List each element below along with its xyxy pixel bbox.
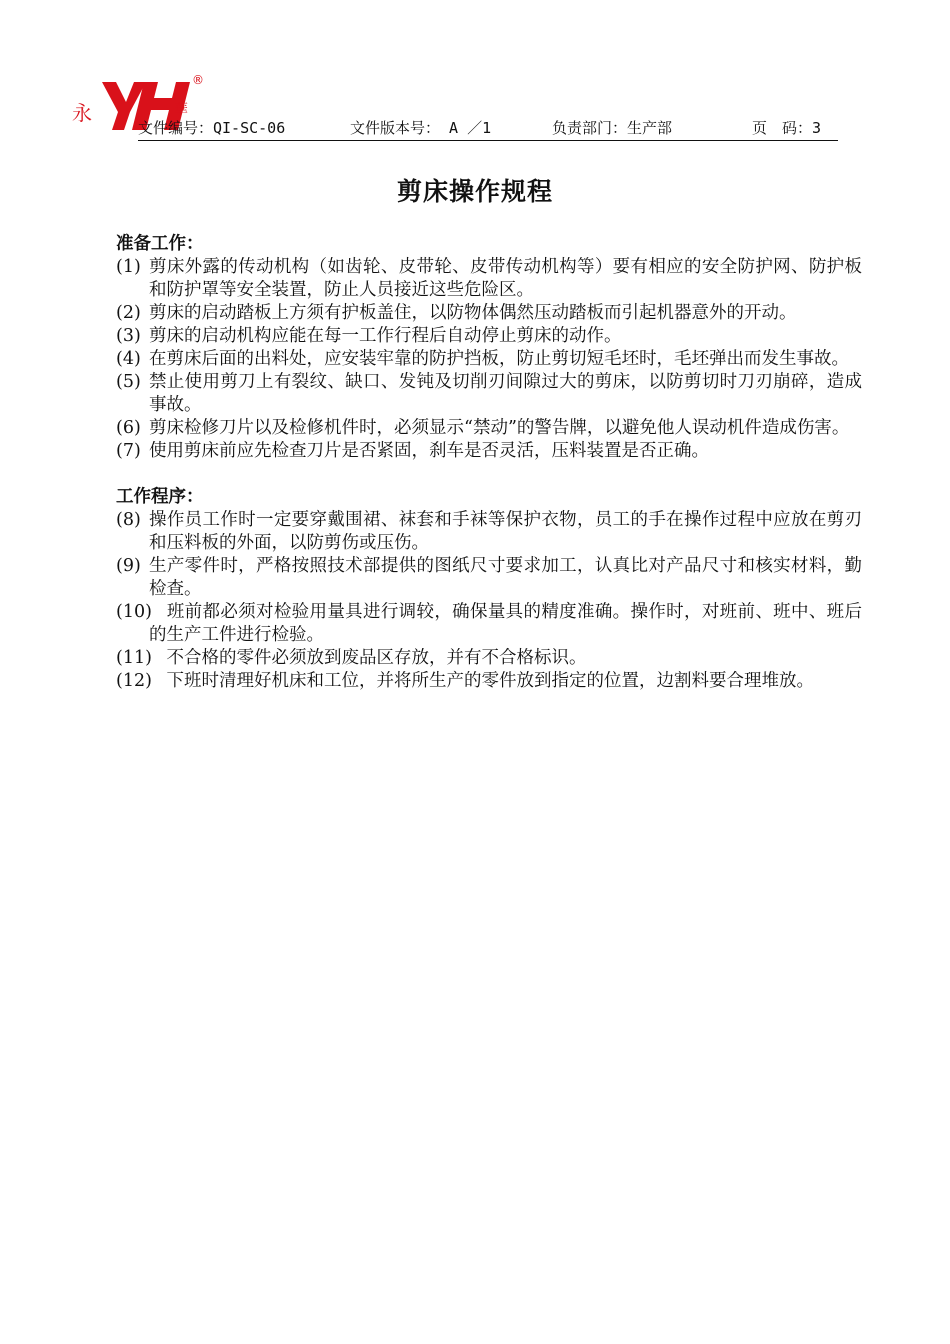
item-number: (5) [116,372,141,392]
item-text: 生产零件时，严格按照技术部提供的图纸尺寸要求加工，认真比对产品尺寸和核实材料，勤检查。 [149,556,862,599]
header-page-number: 页 码：3 [752,119,822,137]
list-item [116,509,862,555]
document-body [116,233,862,693]
list-item [116,348,862,371]
list-item [116,302,862,325]
item-number: (4) [116,349,141,369]
section-procedure [116,486,862,693]
item-number: (3) [116,326,141,346]
item-number: (11) [116,648,152,668]
logo-registered-mark: ® [192,73,204,87]
list-item [116,670,862,693]
document-title: 剪床操作规程 [396,177,553,206]
item-number: (9) [116,556,141,576]
list-item [116,325,862,348]
item-text: 使用剪床前应先检查刀片是否紧固，刹车是否灵活，压料装置是否正确。 [149,441,709,461]
header-doc-number: 文件编号：QI-SC-06 [138,119,286,137]
item-number: (6) [116,418,141,438]
item-number: (12) [116,671,152,691]
header-department: 负责部门：生产部 [552,119,673,137]
item-number: (10) [116,602,152,622]
item-text: 剪床的启动踏板上方须有护板盖住，以防物体偶然压动踏板而引起机器意外的开动。 [149,303,797,323]
section-preparation [116,233,862,463]
item-text: 剪床检修刀片以及检修机件时，必须显示“禁动”的警告牌，以避免他人误动机件造成伤害。 [149,418,850,438]
item-text: 禁止使用剪刀上有裂纹、缺口、发钝及切削刃间隙过大的剪床，以防剪切时刀刃崩碎，造成事故。 [149,372,862,415]
list-item [116,440,862,463]
item-text: 剪床的启动机构应能在每一工作行程后自动停止剪床的动作。 [149,326,622,346]
document-header [138,116,838,141]
item-text: 剪床外露的传动机构（如齿轮、皮带轮、皮带传动机构等）要有相应的安全防护网、防护板和防护罩等安全装置，防止人员接近这些危险区。 [149,257,862,300]
item-text: 操作员工作时一定要穿戴围裙、袜套和手袜等保护衣物，员工的手在操作过程中应放在剪刃和压料板的外面，以防剪伤或压伤。 [149,510,862,553]
list-item [116,647,862,670]
item-number: (1) [116,257,141,277]
item-text: 班前都必须对检验用量具进行调较，确保量具的精度准确。操作时，对班前、班中、班后的生产工件进行检验。 [149,602,862,645]
list-item [116,256,862,302]
logo-left-char: 永 [72,101,92,125]
item-number: (7) [116,441,141,461]
item-text: 在剪床后面的出料处，应安装牢靠的防护挡板，防止剪切短毛坯时，毛坯弹出而发生事故。 [149,349,849,369]
section-heading: 工作程序： [116,487,204,507]
list-item [116,601,862,647]
list-item [116,417,862,440]
item-text: 不合格的零件必须放到废品区存放，并有不合格标识。 [149,648,587,668]
section-heading: 准备工作： [116,234,204,254]
logo-right-char: 華 [174,102,188,118]
header-version: 文件版本号： A ／1 [350,119,492,137]
item-number: (8) [116,510,141,530]
item-text: 下班时清理好机床和工位，并将所生产的零件放到指定的位置，边割料要合理堆放。 [149,671,814,691]
list-item [116,555,862,601]
list-item [116,371,862,417]
item-number: (2) [116,303,141,323]
